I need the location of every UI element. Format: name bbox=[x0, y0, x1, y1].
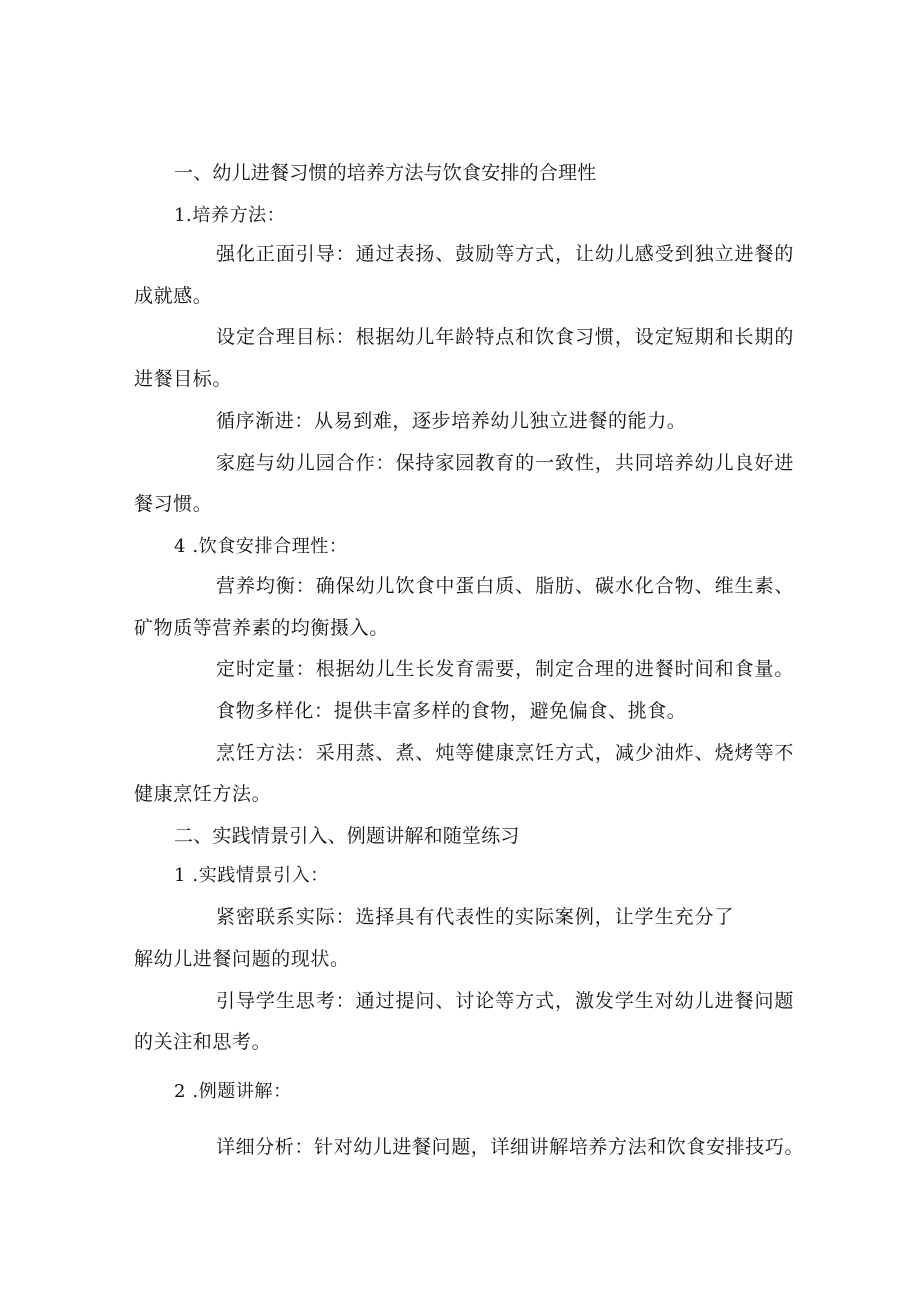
section1-heading: 一、幼儿进餐习惯的培养方法与饮食安排的合理性 bbox=[174, 162, 597, 184]
paragraph-line: 紧密联系实际：选择具有代表性的实际案例，让学生充分了 bbox=[216, 906, 734, 928]
paragraph-line: 引导学生思考：通过提问、讨论等方式，激发学生对幼儿进餐问题 bbox=[216, 990, 794, 1012]
paragraph-line: 详细分析：针对幼儿进餐问题，详细讲解培养方法和饮食安排技巧。 bbox=[216, 1136, 805, 1158]
section1-item2-label: 4 .饮食安排合理性： bbox=[174, 536, 348, 557]
section2-item2-label: 2 .例题讲解： bbox=[174, 1081, 292, 1102]
paragraph-line: 矿物质等营养素的均衡摄入。 bbox=[134, 617, 389, 639]
paragraph-line: 循序渐进：从易到难，逐步培养幼儿独立进餐的能力。 bbox=[216, 410, 687, 432]
section2-heading: 二、实践情景引入、例题讲解和随堂练习 bbox=[174, 825, 520, 847]
paragraph-line: 餐习惯。 bbox=[134, 493, 213, 515]
paragraph-line: 健康烹饪方法。 bbox=[134, 783, 272, 805]
paragraph-line: 营养均衡：确保幼儿饮食中蛋白质、脂肪、碳水化合物、维生素、 bbox=[216, 575, 794, 597]
paragraph-line: 设定合理目标：根据幼儿年龄特点和饮食习惯，设定短期和长期的 bbox=[216, 326, 794, 348]
paragraph-line: 进餐目标。 bbox=[134, 368, 233, 390]
section1-item1-label: 1.培养方法： bbox=[174, 205, 286, 226]
paragraph-line: 成就感。 bbox=[134, 285, 213, 307]
paragraph-line: 家庭与幼儿园合作：保持家园教育的一致性，共同培养幼儿良好进 bbox=[216, 452, 794, 474]
paragraph-line: 定时定量：根据幼儿生长发育需要，制定合理的进餐时间和食量。 bbox=[216, 658, 794, 680]
paragraph-line: 烹饪方法：采用蒸、煮、炖等健康烹饪方式，减少油炸、烧烤等不 bbox=[216, 742, 794, 764]
paragraph-line: 食物多样化：提供丰富多样的食物，避免偏食、挑食。 bbox=[216, 700, 687, 722]
paragraph-line: 的关注和思考。 bbox=[134, 1031, 272, 1053]
section2-item1-label: 1 .实践情景引入： bbox=[174, 865, 329, 886]
paragraph-line: 解幼儿进餐问题的现状。 bbox=[134, 948, 350, 970]
paragraph-line: 强化正面引导：通过表扬、鼓励等方式，让幼儿感受到独立进餐的 bbox=[216, 243, 794, 265]
